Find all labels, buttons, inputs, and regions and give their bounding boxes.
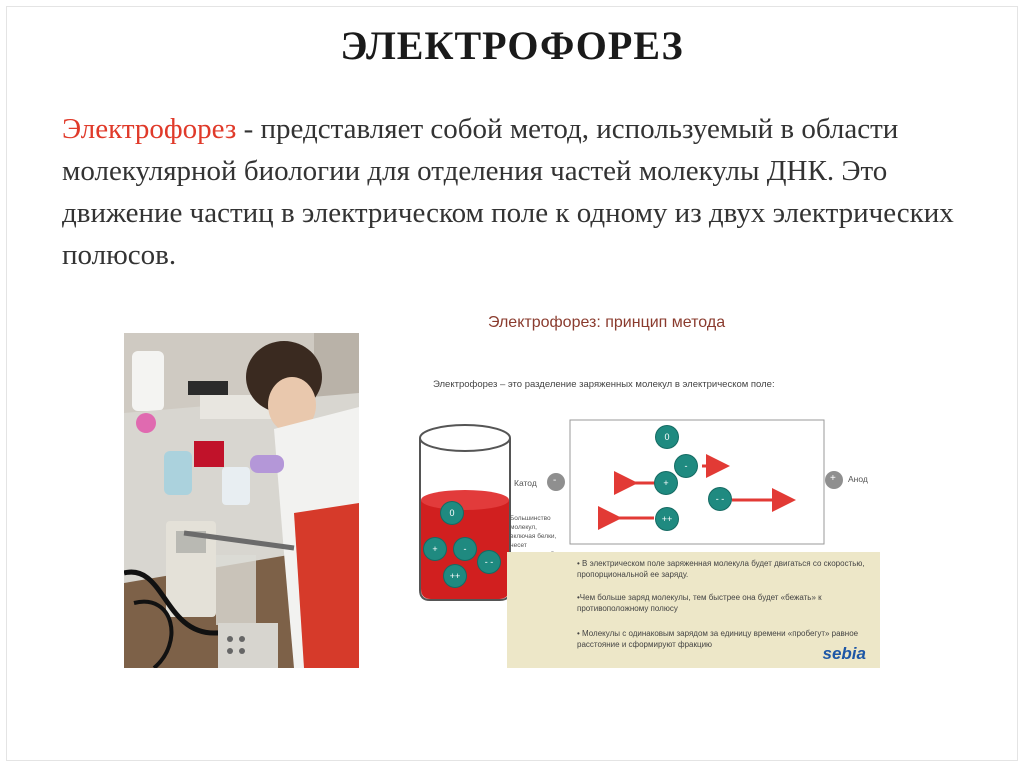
sebia-logo: sebia [822, 644, 866, 663]
molecule: - [454, 538, 476, 560]
molecule: - - [709, 488, 731, 510]
molecule: 0 [441, 502, 463, 524]
molecule: - - [478, 551, 500, 573]
molecule: + [655, 472, 677, 494]
bullet-1: • В электрическом поле заряженная молекула будет двигаться со скоростью, пропорциональной ее заряду. [577, 559, 865, 579]
lab-photo [124, 333, 359, 668]
cathode-sign: - [553, 475, 557, 486]
molecule: + [424, 538, 446, 560]
bullet-2: •Чем больше заряд молекулы, тем быстрее она будет «бежать» к противоположному полюсу [577, 593, 822, 613]
bullet-3: • Молекулы с одинаковым зарядом за единицу времени «пробегут» равное расстояние и сформируют фракцию [577, 629, 859, 649]
intro-paragraph [62, 108, 972, 276]
diagram-subtitle: Электрофорез – это разделение заряженных молекул в электрическом поле: [433, 379, 775, 390]
molecule: - [675, 455, 697, 477]
side-note: Большинство молекул, включая белки, несет [510, 515, 557, 549]
field-box [570, 420, 824, 544]
intro-term: Электрофорез [62, 113, 237, 145]
molecule: ++ [444, 565, 466, 587]
note-box [507, 552, 880, 668]
cathode-label: Катод [514, 478, 537, 488]
slide-title: ЭЛЕКТРОФОРЕЗ [340, 23, 684, 68]
anode-label: Анод [848, 474, 868, 484]
molecule: 0 [656, 426, 678, 448]
anode-sign: + [830, 473, 836, 484]
intro-text: - представляет собой метод, используемый в области молекулярной биологии для отделения частей молекулы ДНК. Это движение частиц в электрическом поле к одному из двух электрических полюсов. [62, 113, 954, 271]
molecule: ++ [656, 508, 678, 530]
diagram-title: Электрофорез: принцип метода [488, 314, 726, 331]
electrophoresis-diagram [410, 300, 880, 668]
